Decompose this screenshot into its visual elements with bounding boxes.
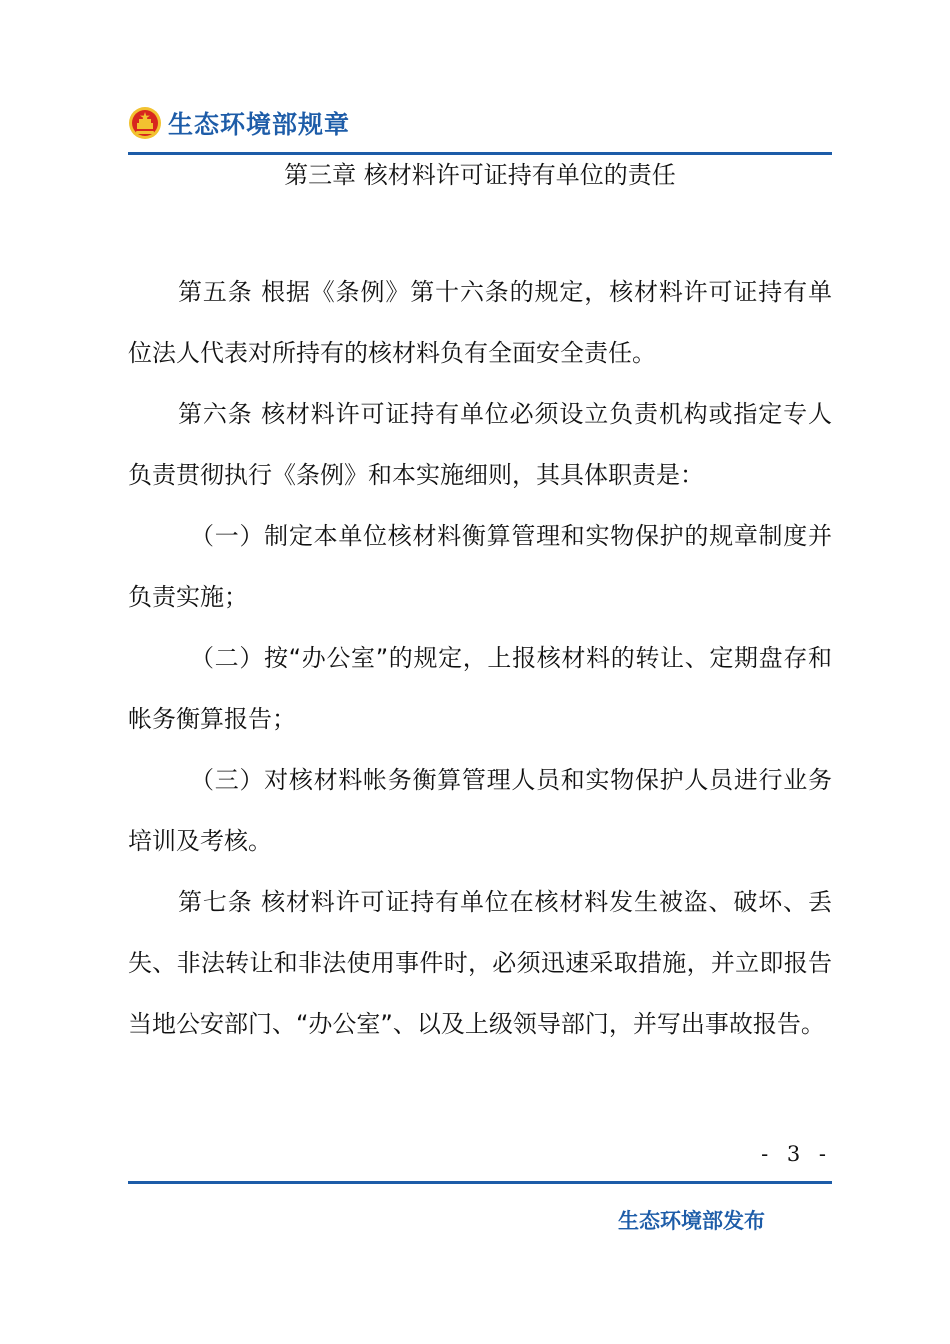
header-title: 生态环境部规章: [168, 110, 351, 139]
footer-publisher: 生态环境部发布: [618, 1209, 765, 1233]
header: [128, 103, 350, 143]
header-divider: [128, 152, 832, 155]
chapter-title: 第三章 核材料许可证持有单位的责任: [284, 161, 676, 189]
article-6-paragraph: 第六条 核材料许可证持有单位必须设立负责机构或指定专人负责贯彻执行《条例》和本实施细则，其具体职责是：: [128, 400, 832, 489]
article-6-item-2: （二）按“办公室”的规定，上报核材料的转让、定期盘存和帐务衡算报告；: [128, 644, 832, 733]
page-number: - 3 -: [761, 1142, 832, 1166]
national-emblem-icon: [128, 106, 162, 140]
article-5-paragraph: 第五条 根据《条例》第十六条的规定，核材料许可证持有单位法人代表对所持有的核材料负有全面安全责任。: [128, 278, 832, 367]
footer-divider: [128, 1181, 832, 1184]
article-7-paragraph: 第七条 核材料许可证持有单位在核材料发生被盗、破坏、丢失、非法转让和非法使用事件时，必须迅速采取措施，并立即报告当地公安部门、“办公室”、以及上级领导部门，并写出事故报告。: [128, 888, 832, 1038]
document-body: [128, 262, 832, 1055]
article-6-item-3: （三）对核材料帐务衡算管理人员和实物保护人员进行业务培训及考核。: [128, 766, 832, 855]
article-6-item-1: （一）制定本单位核材料衡算管理和实物保护的规章制度并负责实施；: [128, 522, 832, 611]
